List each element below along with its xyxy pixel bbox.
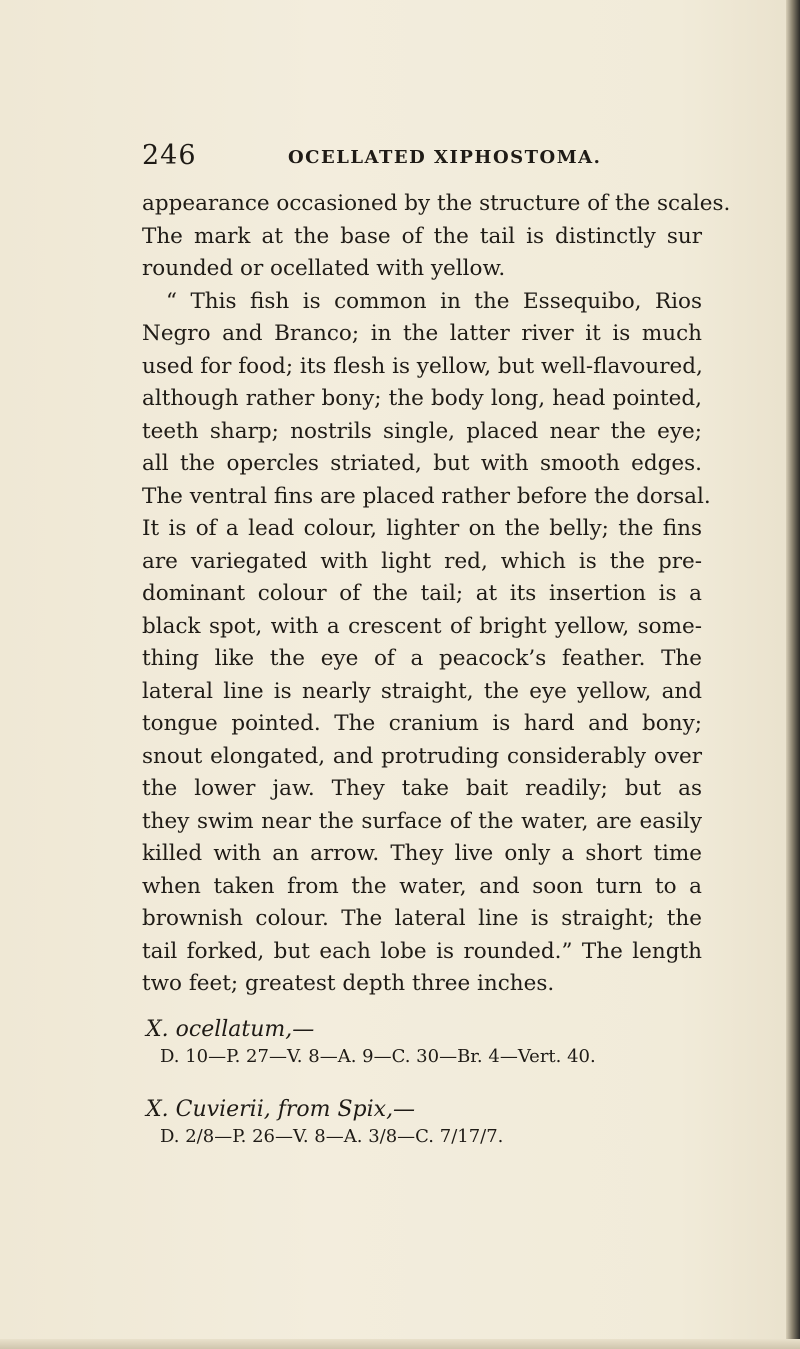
text-line: are variegated with light red, which is the pre- bbox=[142, 548, 702, 574]
text-line: It is of a lead colour, lighter on the belly; the fins bbox=[142, 516, 702, 541]
text-line: The mark at the base of the tail is distinctly sur bbox=[142, 223, 702, 249]
text-line: the lower jaw. They take bait readily; but as bbox=[142, 776, 702, 801]
species-name: X. Cuvierii, from Spix,— bbox=[146, 1097, 416, 1122]
text-line: all the opercles striated, but with smooth edges. bbox=[142, 451, 702, 476]
text-line: used for food; its flesh is yellow, but well-flavoured, bbox=[142, 353, 703, 379]
text-line: rounded or ocellated with yellow. bbox=[142, 256, 506, 281]
fin-formula: D. 10—P. 27—V. 8—A. 9—C. 30—Br. 4—Vert. 40. bbox=[160, 1046, 596, 1067]
text-line: they swim near the surface of the water, are easily bbox=[142, 808, 702, 834]
page-number: 246 bbox=[142, 140, 197, 171]
text-line: The ventral fins are placed rather before the dorsal. bbox=[142, 483, 711, 509]
text-line: thing like the eye of a peacock’s feather. The bbox=[142, 646, 702, 671]
page-header bbox=[142, 140, 702, 176]
text-line: teeth sharp; nostrils single, placed near the eye; bbox=[142, 418, 702, 444]
text-line: dominant colour of the tail; at its insertion is a bbox=[142, 581, 702, 606]
body-paragraphs bbox=[142, 188, 731, 1001]
text-line: tongue pointed. The cranium is hard and bony; bbox=[142, 711, 702, 736]
text-line: tail forked, but each lobe is rounded.” The length bbox=[142, 938, 702, 964]
text-line: lateral line is nearly straight, the eye yellow, and bbox=[142, 678, 702, 704]
text-line: when taken from the water, and soon turn to a bbox=[142, 873, 702, 899]
text-line: although rather bony; the body long, head pointed, bbox=[142, 386, 702, 411]
text-line: “ This fish is common in the Essequibo, Rios bbox=[166, 288, 702, 314]
text-line: killed with an arrow. They live only a short time bbox=[142, 841, 702, 866]
text-line: two feet; greatest depth three inches. bbox=[142, 971, 555, 996]
fin-formula: D. 2/8—P. 26—V. 8—A. 3/8—C. 7/17/7. bbox=[160, 1126, 504, 1147]
species-name: X. ocellatum,— bbox=[146, 1017, 315, 1042]
text-line: snout elongated, and protruding considerably over bbox=[142, 743, 702, 769]
text-line: black spot, with a crescent of bright yellow, some- bbox=[142, 613, 702, 639]
page-bottom-edge bbox=[0, 1339, 800, 1349]
page-edge-shadow bbox=[786, 0, 800, 1349]
running-head: OCELLATED XIPHOSTOMA. bbox=[288, 147, 602, 168]
text-line: brownish colour. The lateral line is straight; the bbox=[142, 906, 702, 931]
species-entry-cuvierii bbox=[146, 1097, 706, 1147]
text-line: Negro and Branco; in the latter river it is much bbox=[142, 321, 702, 346]
species-entry-ocellatum bbox=[146, 1017, 706, 1067]
text-line: appearance occasioned by the structure of the scales. bbox=[142, 191, 731, 216]
